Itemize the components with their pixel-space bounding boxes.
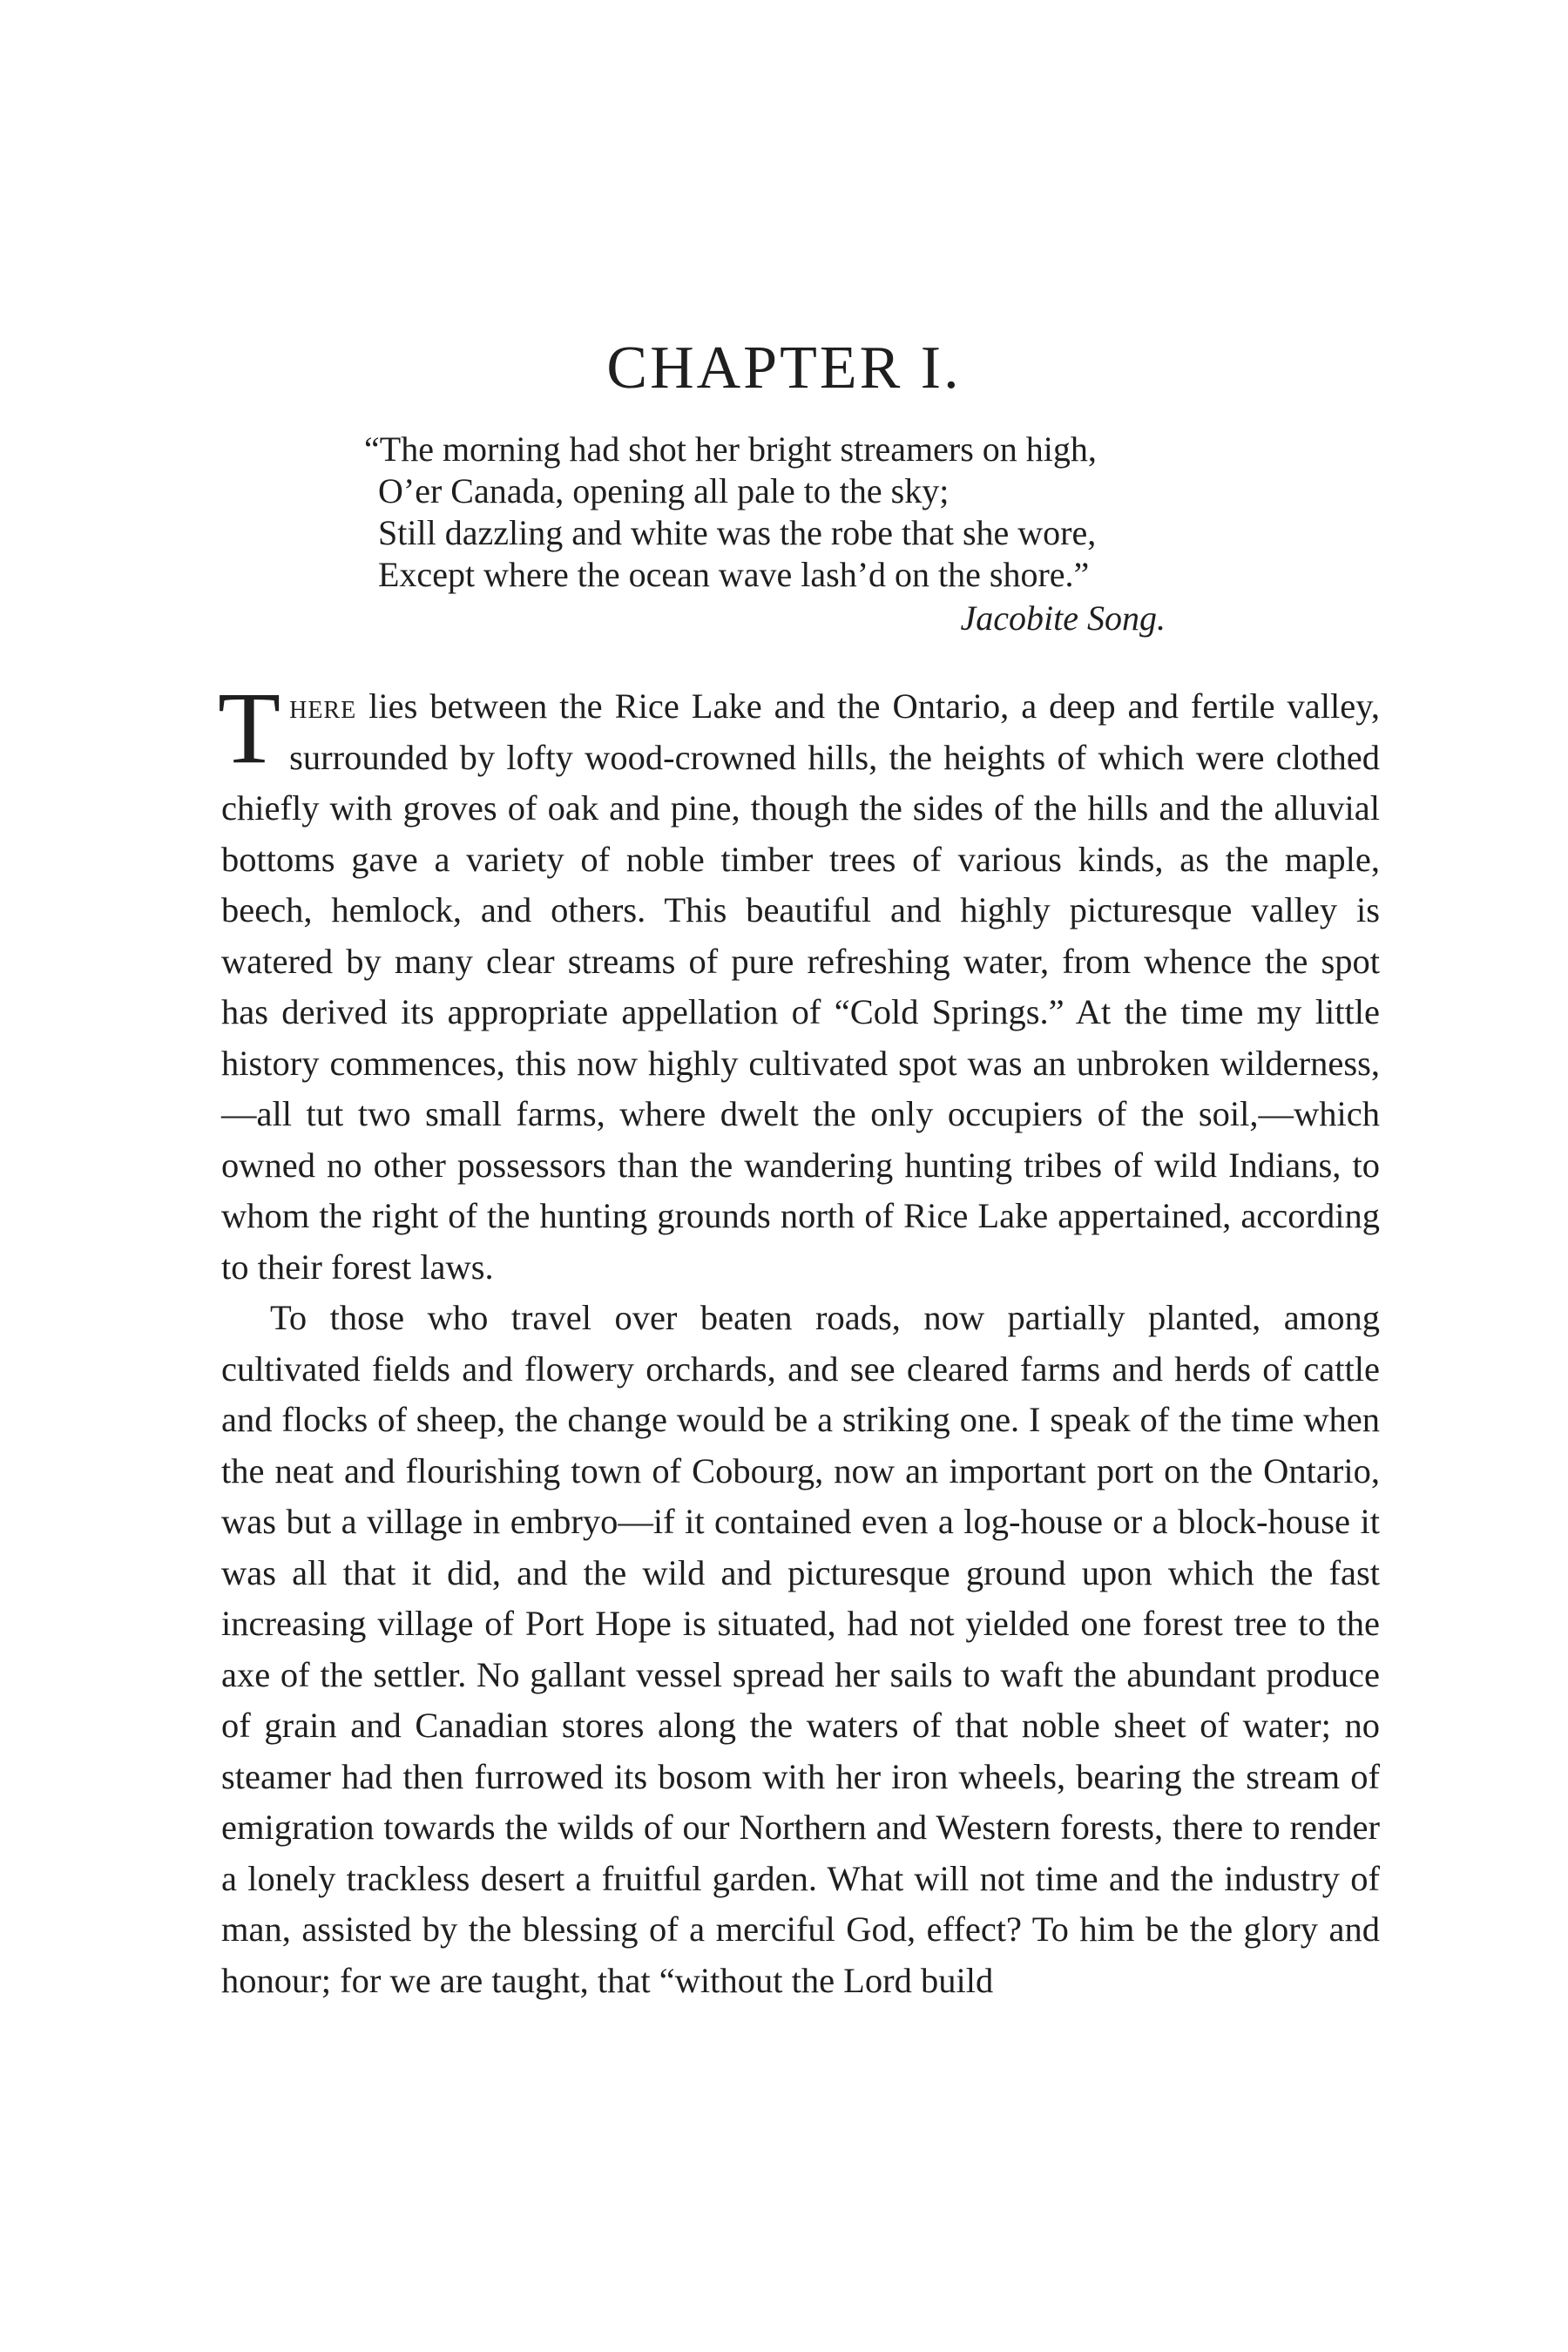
paragraph-text: lies between the Rice Lake and the Ontario, a deep and fertile valley, surrounded by lofty wood-crowned hills, the heights of which were clothed chiefly with groves of oak and pine, though the sides of the hills and the alluvial bottoms gave a variety of noble timber trees of various kinds, as the maple, beech, hemlock, and others. This beautiful and highly picturesque valley is watered by many clear streams of pure refreshing water, from whence the spot has derived its appropriate appellation of “Cold Springs.” At the time my little history commences, this now highly cultivated spot was an unbroken wilderness,—all tut two small farms, where dwelt the only occupiers of the soil,—which owned no other possessors than the wandering hunting tribes of wild Indians, to whom the right of the hunting grounds north of Rice Lake appertained, according to their forest laws. <box>221 686 1380 1287</box>
epigraph <box>364 429 1166 639</box>
drop-cap: T <box>218 671 281 785</box>
epigraph-attribution: Jacobite Song. <box>960 598 1166 638</box>
epigraph-line: O’er Canada, opening all pale to the sky; <box>378 471 950 510</box>
paragraph: To those who travel over beaten roads, now partially planted, among cultivated fields and flowery orchards, and see cleared farms and herds of cattle and flocks of sheep, the change would be a striking one. I speak of the time when the neat and flourishing town of Cobourg, now an important port on the Ontario, was but a village in embryo—if it contained even a log-house or a block-house it was all that it did, and the wild and picturesque ground upon which the fast increasing village of Port Hope is situated, had not yielded one forest tree to the axe of the settler. No gallant vessel spread her sails to waft the abundant produce of grain and Canadian stores along the waters of that noble sheet of water; no steamer had then furrowed its bosom with her iron wheels, bearing the stream of emigration towards the wilds of our Northern and Western forests, there to render a lonely trackless desert a fruitful garden. What will not time and the industry of man, assisted by the blessing of a merciful God, effect? To him be the glory and honour; for we are taught, that “without the Lord build <box>221 1298 1380 2000</box>
opening-small-caps: here <box>289 686 357 726</box>
epigraph-line: “The morning had shot her bright streamers on high, <box>364 429 1097 469</box>
epigraph-line: Still dazzling and white was the robe that she wore, <box>378 513 1097 552</box>
chapter-title: CHAPTER I. <box>606 335 962 402</box>
epigraph-line: Except where the ocean wave lash’d on the shore.” <box>378 555 1090 594</box>
chapter-body <box>218 671 1380 2006</box>
paragraph <box>218 671 1380 1293</box>
